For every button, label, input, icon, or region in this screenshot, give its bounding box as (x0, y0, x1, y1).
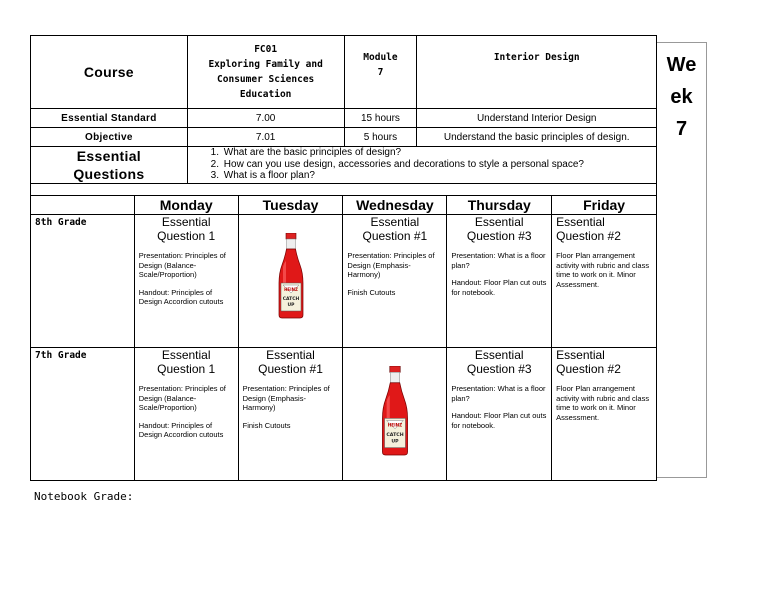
eq-heading: Essential Question #1 (258, 348, 323, 376)
svg-text:HEINZ: HEINZ (283, 287, 298, 292)
svg-text:CATCH: CATCH (386, 433, 404, 439)
module-cell (344, 36, 417, 109)
question-item: 3. What is a floor plan? (222, 170, 656, 182)
svg-text:HEINZ: HEINZ (387, 422, 403, 428)
questions-label-line: Questions (73, 166, 145, 182)
standard-code: 7.00 (187, 109, 344, 128)
ketchup-bottle-icon (380, 366, 410, 456)
day-monday: Monday (134, 196, 238, 215)
objective-label: Objective (31, 128, 188, 147)
grade7-monday (134, 348, 238, 481)
grade8-friday (552, 215, 657, 348)
objective-hours: 5 hours (344, 128, 417, 147)
course-name-line: Exploring Family and (208, 59, 323, 70)
questions-label (31, 147, 188, 184)
eq-heading: Essential Question 1 (157, 215, 216, 243)
course-name-line: Consumer Sciences (217, 74, 315, 85)
course-label: Course (31, 36, 188, 109)
day-friday: Friday (552, 196, 657, 215)
grade-8-label: 8th Grade (31, 215, 135, 348)
lesson-notes: Presentation: Principles of Design (Emphasis-Harmony) Finish Cutouts (347, 251, 435, 297)
course-code: FC01 (254, 44, 278, 55)
corner-cell (31, 196, 135, 215)
eq-heading: Essential Question #3 (466, 348, 532, 376)
svg-text:UP: UP (391, 439, 399, 445)
week-box (657, 42, 707, 478)
standard-text: Understand Interior Design (417, 109, 657, 128)
grade8-tuesday (238, 215, 343, 348)
svg-text:CATCH: CATCH (282, 297, 299, 302)
grade7-friday (552, 348, 657, 481)
lesson-notes: Floor Plan arrangement activity with rubric and class time to work on it. Minor Assessment. (556, 251, 650, 289)
eq-heading: Essential Question 1 (157, 348, 216, 376)
objective-code: 7.01 (187, 128, 344, 147)
weekly-schedule-table (30, 195, 657, 481)
question-item: 2. How can you use design, accessories and decorations to style a personal space? (222, 159, 656, 171)
module-number: 7 (377, 67, 384, 78)
objective-text: Understand the basic principles of design. (417, 128, 657, 147)
lesson-notes: Presentation: Principles of Design (Balance-Scale/Proportion) Handout: Principles of Design Accordion cutouts (138, 251, 226, 306)
lesson-notes: Presentation: Principles of Design (Emphasis-Harmony) Finish Cutouts (242, 384, 330, 430)
grade7-tuesday (238, 348, 343, 481)
week-text: We (666, 54, 697, 76)
notebook-grade-label: Notebook Grade: (34, 490, 134, 503)
week-number: 7 (675, 118, 688, 140)
grade7-thursday (447, 348, 552, 481)
grade8-thursday (447, 215, 552, 348)
eq-heading: Essential Question #3 (466, 215, 532, 243)
questions-cell (187, 147, 656, 184)
svg-text:UP: UP (287, 303, 294, 308)
grade8-monday (134, 215, 238, 348)
grade7-wednesday (343, 348, 447, 481)
eq-heading: Essential Question #2 (556, 348, 621, 376)
day-thursday: Thursday (447, 196, 552, 215)
standard-hours: 15 hours (344, 109, 417, 128)
week-text: ek (670, 86, 693, 108)
lesson-notes: Presentation: What is a floor plan? Handout: Floor Plan cut outs for notebook. (451, 384, 547, 430)
questions-list (188, 147, 656, 182)
day-wednesday: Wednesday (343, 196, 447, 215)
eq-heading: Essential Question #2 (556, 215, 621, 243)
course-name-line: Education (239, 89, 292, 100)
grade8-wednesday (343, 215, 447, 348)
lesson-notes: Floor Plan arrangement activity with rubric and class time to work on it. Minor Assessment. (556, 384, 650, 422)
lesson-notes: Presentation: What is a floor plan? Handout: Floor Plan cut outs for notebook. (451, 251, 547, 297)
questions-label-line: Essential (76, 148, 141, 164)
course-info-table (30, 35, 657, 204)
eq-heading: Essential Question #1 (362, 215, 428, 243)
day-tuesday: Tuesday (238, 196, 343, 215)
module-label: Module (363, 52, 398, 63)
standard-label: Essential Standard (31, 109, 188, 128)
ketchup-bottle-icon (278, 233, 304, 319)
module-title: Interior Design (417, 36, 657, 109)
question-item: 1. What are the basic principles of design? (222, 147, 656, 159)
lesson-notes: Presentation: Principles of Design (Balance-Scale/Proportion) Handout: Principles of Design Accordion cutouts (138, 384, 226, 439)
course-title (187, 36, 344, 109)
grade-7-label: 7th Grade (31, 348, 135, 481)
